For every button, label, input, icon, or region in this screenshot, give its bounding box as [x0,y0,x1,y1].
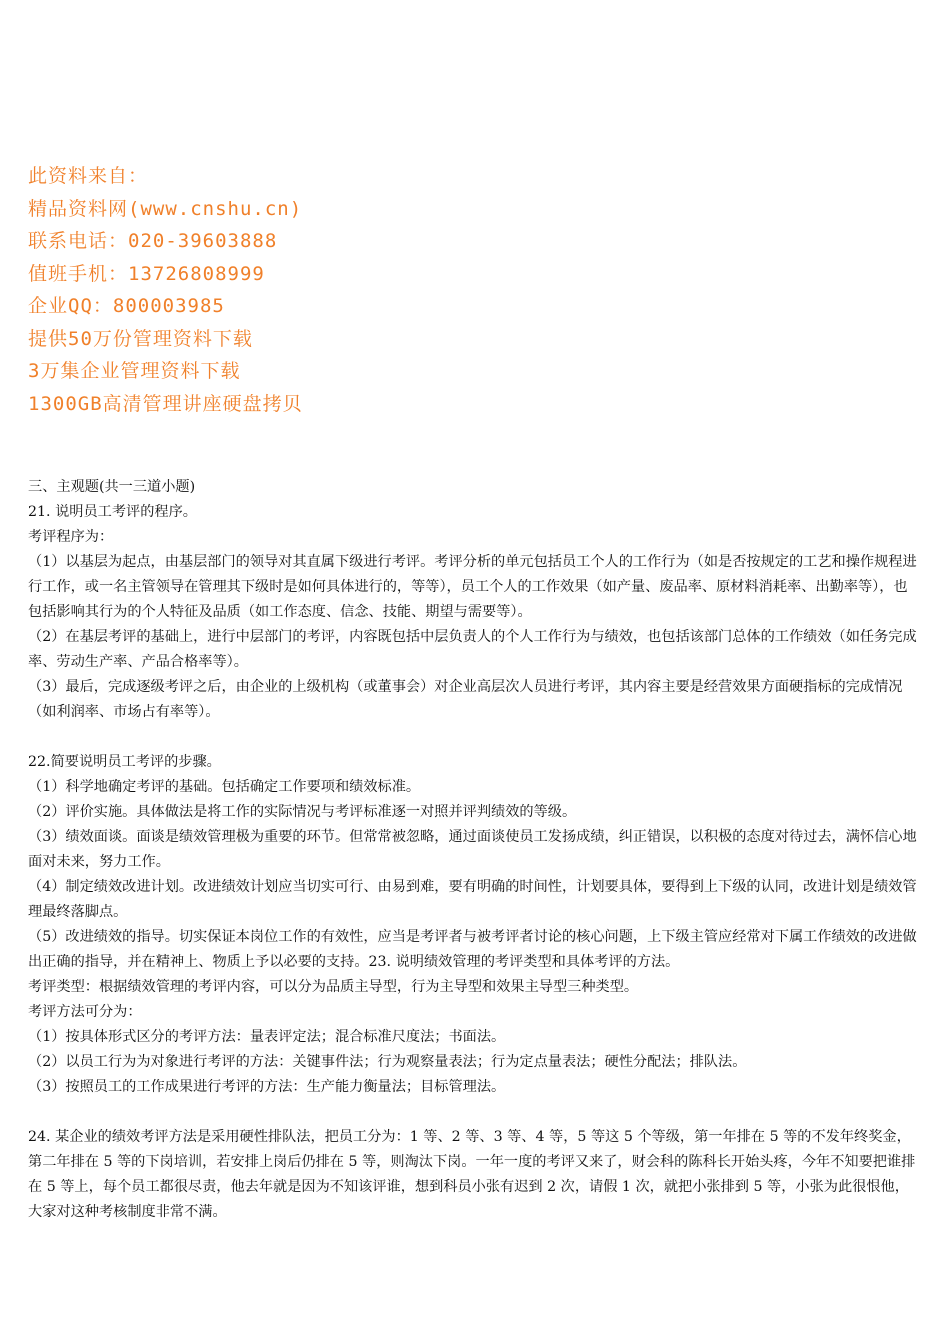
paragraph-gap [28,1100,920,1125]
q21-paragraph-3: （3）最后，完成逐级考评之后，由企业的上级机构（或董事会）对企业高层次人员进行考评，其内容主要是经营效果方面硬指标的完成情况（如利润率、市场占有率等）。 [28,679,903,720]
promo-block [28,160,628,420]
q22-paragraph-2: （2）评价实施。具体做法是将工作的实际情况与考评标准逐一对照并评判绩效的等级。 [28,804,577,820]
promo-phone: 联系电话：020-39603888 [28,230,278,252]
promo-website: 精品资料网(www.cnshu.cn) [28,197,303,220]
q23-method-1: （1）按具体形式区分的考评方法：量表评定法；混合标准尺度法；书面法。 [28,1029,506,1045]
promo-offer-1: 提供50万份管理资料下载 [28,327,253,350]
q22-paragraph-5: （5）改进绩效的指导。切实保证本岗位工作的有效性，应当是考评者与被考评者讨论的核心问题，上下级主管应经常对下属工作绩效的改进做出正确的指导，并在精神上、物质上予以必要的支持。23. 说明绩效管理的考评类型和具体考评的方法。 [28,929,917,970]
promo-qq: 企业QQ：800003985 [28,295,225,317]
promo-mobile: 值班手机：13726808999 [28,262,265,285]
q21-paragraph-1: （1）以基层为起点，由基层部门的领导对其直属下级进行考评。考评分析的单元包括员工个人的工作行为（如是否按规定的工艺和操作规程进行工作，或一名主管领导在管理其下级时是如何具体进行的，等等），员工个人的工作效果（如产量、废品率、原材料消耗率、出勤率等），也包括影响其行为的个人特征及品质（如工作态度、信念、技能、期望与需要等）。 [28,554,917,620]
promo-source-label: 此资料来自： [28,165,149,187]
q22-title: 22.简要说明员工考评的步骤。 [28,754,221,770]
q24-paragraph: 24. 某企业的绩效考评方法是采用硬性排队法，把员工分为：1 等、2 等、3 等、4 等，5 等这 5 个等级，第一年排在 5 等的不发年终奖金，第二年排在 5 等的下岗培训，若安排上岗后仍排在 5 等，则淘汰下岗。一年一度的考评又来了，财会科的陈科长开始头疼，今年不知要把谁排在 5 等上，每个员工都很尽责，他去年就是因为不知该评谁，想到科员小张有迟到 2 次，请假 1 次，就把小张排到 5 等，小张为此很恨他，大家对这种考核制度非常不满。 [28,1129,916,1220]
section-title: 三、主观题(共一三道小题) [28,479,196,495]
q23-types: 考评类型：根据绩效管理的考评内容，可以分为品质主导型，行为主导型和效果主导型三种类型。 [28,979,639,995]
q21-paragraph-2: （2）在基层考评的基础上，进行中层部门的考评，内容既包括中层负责人的个人工作行为与绩效，也包括该部门总体的工作绩效（如任务完成率、劳动生产率、产品合格率等）。 [28,629,917,670]
promo-offer-2: 3万集企业管理资料下载 [28,360,241,382]
q23-method-3: （3）按照员工的工作成果进行考评的方法：生产能力衡量法；目标管理法。 [28,1079,506,1095]
q22-paragraph-1: （1）科学地确定考评的基础。包括确定工作要项和绩效标准。 [28,779,421,795]
q22-paragraph-4: （4）制定绩效改进计划。改进绩效计划应当切实可行、由易到难，要有明确的时间性，计划要具体，要得到上下级的认同，改进计划是绩效管理最终落脚点。 [28,879,917,920]
q21-intro: 考评程序为： [28,529,114,545]
q21-title: 21. 说明员工考评的程序。 [28,504,197,520]
q23-methods-intro: 考评方法可分为： [28,1004,142,1020]
q22-paragraph-3: （3）绩效面谈。面谈是绩效管理极为重要的环节。但常常被忽略，通过面谈使员工发扬成绩，纠正错误，以积极的态度对待过去，满怀信心地面对未来，努力工作。 [28,829,917,870]
document-body [28,475,920,1225]
paragraph-gap [28,725,920,750]
q23-method-2: （2）以员工行为为对象进行考评的方法：关键事件法；行为观察量表法；行为定点量表法；硬性分配法；排队法。 [28,1054,747,1070]
promo-offer-3: 1300GB高清管理讲座硬盘拷贝 [28,392,303,415]
